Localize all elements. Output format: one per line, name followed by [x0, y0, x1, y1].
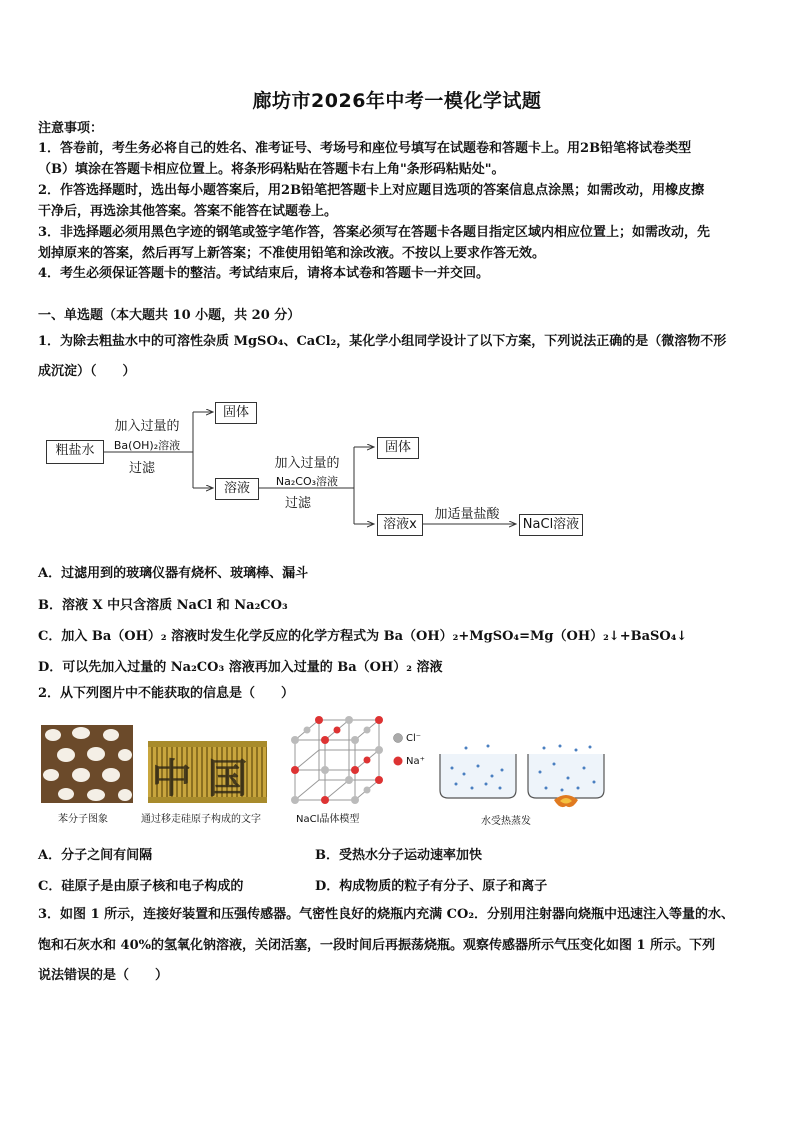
caption-benzene: 苯分子图象 [58, 814, 108, 825]
silicon-characters: 中国 [151, 756, 264, 802]
q3-stem-cont: 饱和石灰水和 40%的氢氧化钠溶液，关闭活塞，一段时间后再振荡烧瓶。观察传感器所示气压变化如图 1 所示。下列 [38, 938, 716, 953]
q2-option-a: A．分子之间有间隔 [38, 848, 153, 863]
crude-brine-box: 粗盐水 [46, 440, 104, 464]
water-evaporation-image [436, 744, 608, 810]
nacl-legend-icons [392, 731, 404, 771]
solid-box-2: 固体 [377, 437, 419, 459]
q1-option-c: C．加入 Ba（OH）₂ 溶液时发生化学反应的化学方程式为 Ba（OH）₂+MgSO₄=Mg（OH）₂↓+BaSO₄↓ [38, 629, 688, 644]
q2-option-d: D．构成物质的粒子有分子、原子和离子 [315, 879, 548, 894]
caption-nacl: NaCl晶体模型 [296, 814, 360, 825]
q1-stem-cont: 成沉淀）（ ） [38, 364, 136, 379]
caption-silicon: 通过移走硅原子构成的文字 [141, 814, 261, 825]
nacl-crystal-model-image [287, 716, 387, 808]
q1-option-b: B．溶液 X 中只含溶质 NaCl 和 Na₂CO₃ [38, 598, 288, 613]
silicon-atom-text-image [148, 741, 267, 803]
benzene-molecule-image [41, 725, 133, 803]
step1-label: 加入过量的 [114, 419, 180, 434]
step3-label: 加适量盐酸 [434, 507, 500, 522]
q1-option-a: A．过滤用到的玻璃仪器有烧杯、玻璃棒、漏斗 [38, 566, 309, 581]
q2-option-b: B．受热水分子运动速率加快 [315, 848, 482, 863]
notice-line: 干净后，再选涂其他答案。答案不能答在试题卷上。 [38, 204, 338, 219]
notice-line: 2．作答选择题时，选出每小题答案后，用2B铅笔把答题卡上对应题目选项的答案信息点涂黑；如需改动，用橡皮擦 [38, 183, 705, 198]
step2-reagent: Na₂CO₃溶液 [275, 475, 339, 488]
page-title: 廊坊市2026年中考一模化学试题 [252, 90, 542, 112]
flowchart-arrows [0, 0, 794, 560]
q1-option-d: D．可以先加入过量的 Na₂CO₃ 溶液再加入过量的 Ba（OH）₂ 溶液 [38, 660, 443, 675]
q3-stem: 3．如图 1 所示，连接好装置和压强传感器。气密性良好的烧瓶内充满 CO₂．分别用注射器向烧瓶中迅速注入等量的水、 [38, 907, 735, 922]
solid-box-1: 固体 [215, 402, 257, 424]
q2-stem: 2．从下列图片中不能获取的信息是（ ） [38, 686, 295, 701]
caption-evaporation: 水受热蒸发 [481, 816, 531, 827]
notice-line: 4．考生必须保证答题卡的整洁。考试结束后，请将本试卷和答题卡一并交回。 [38, 266, 490, 281]
q1-stem: 1．为除去粗盐水中的可溶性杂质 MgSO₄、CaCl₂，某化学小组同学设计了以下方案，下列说法正确的是（微溶物不形 [38, 334, 727, 349]
step1-filter: 过滤 [128, 461, 155, 476]
notice-line: 3．非选择题必须用黑色字迹的钢笔或签字笔作答，答案必须写在答题卡各题目指定区域内相应位置上；如需改动，先 [38, 225, 711, 240]
step1-reagent: Ba(OH)₂溶液 [113, 439, 181, 452]
solution-x-box: 溶液x [377, 514, 423, 536]
step2-label: 加入过量的 [274, 456, 340, 471]
notice-line: 划掉原来的答案，然后再写上新答案；不准使用铅笔和涂改液。不按以上要求作答无效。 [38, 246, 546, 261]
section-heading: 一、单选题（本大题共 10 小题，共 20 分） [38, 308, 301, 323]
q2-option-c: C．硅原子是由原子核和电子构成的 [38, 879, 244, 894]
nacl-solution-box: NaCl溶液 [519, 514, 583, 536]
solution-box-1: 溶液 [215, 478, 259, 500]
step2-filter: 过滤 [284, 496, 311, 511]
notice-line: 1．答卷前，考生务必将自己的姓名、准考证号、考场号和座位号填写在试题卷和答题卡上。用2B铅笔将试卷类型 [38, 141, 692, 156]
notice-heading: 注意事项： [38, 121, 104, 136]
notice-line: （B）填涂在答题卡相应位置上。将条形码粘贴在答题卡右上角"条形码粘贴处"。 [38, 162, 505, 177]
legend-chloride: Cl⁻ [406, 733, 422, 744]
legend-sodium: Na⁺ [406, 756, 425, 767]
q3-stem-cont: 说法错误的是（ ） [38, 968, 169, 983]
